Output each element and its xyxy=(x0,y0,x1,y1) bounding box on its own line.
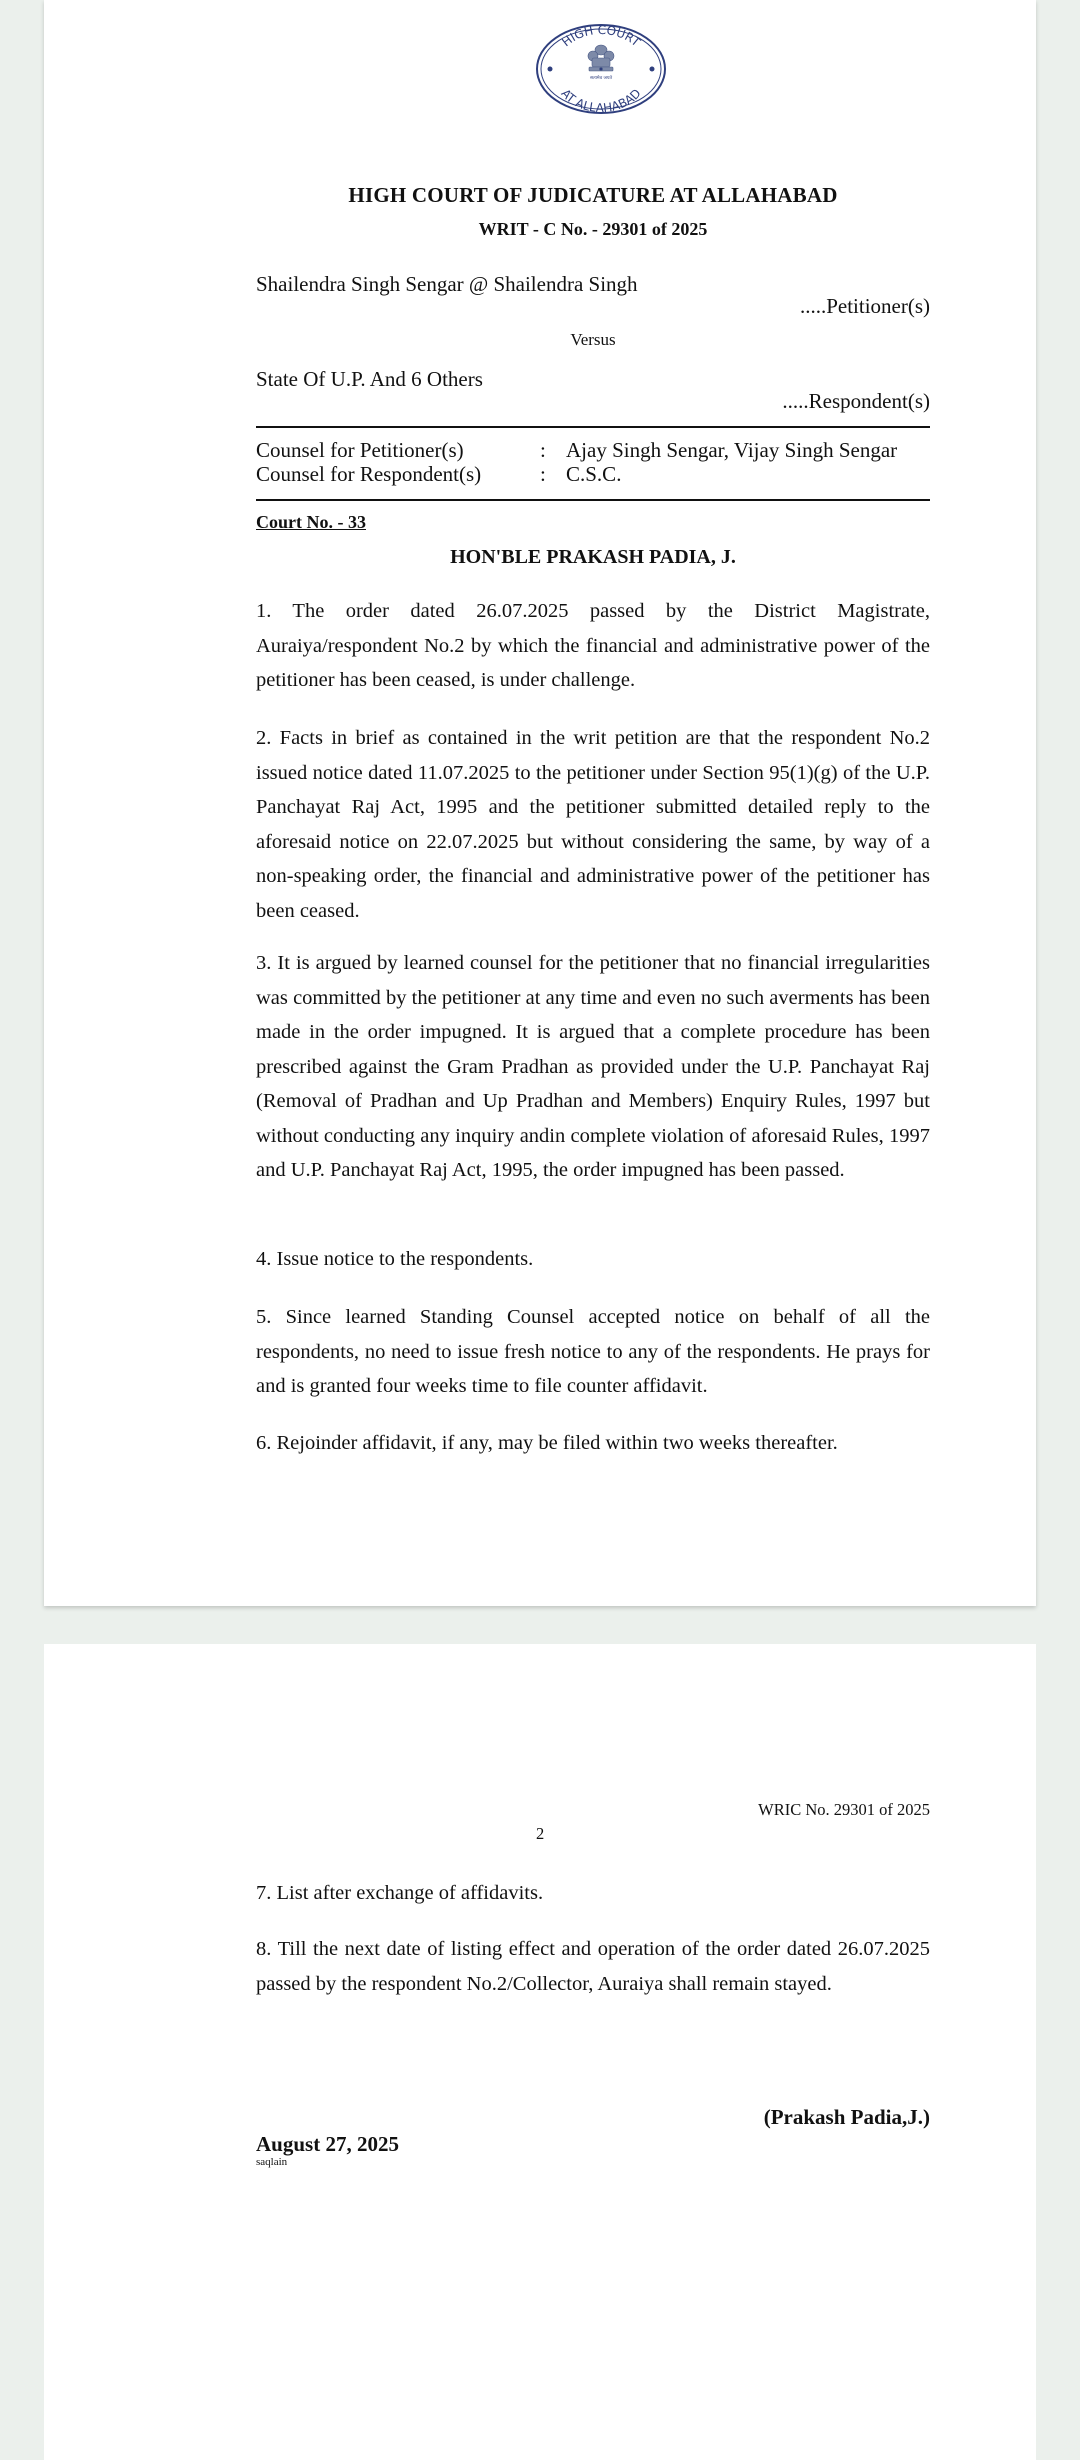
divider-bottom xyxy=(256,499,930,501)
respondent-counsel-row xyxy=(256,462,930,488)
paragraph-4: 4. Issue notice to the respondents. xyxy=(256,1248,534,1270)
respondent-counsel-value: C.S.C. xyxy=(566,462,622,486)
judge-name: HON'BLE PRAKASH PADIA, J. xyxy=(450,546,736,568)
petitioner-role: .....Petitioner(s) xyxy=(799,294,930,318)
petitioner-counsel-row xyxy=(256,438,930,464)
paragraph-7: 7. List after exchange of affidavits. xyxy=(256,1882,544,1904)
court-number: Court No. - 33 xyxy=(256,512,366,532)
paragraph-6: 6. Rejoinder affidavit, if any, may be filed within two weeks thereafter. xyxy=(256,1432,838,1454)
case-number: WRIT - C No. - 29301 of 2025 xyxy=(478,219,708,239)
petitioner-name: Shailendra Singh Sengar @ Shailendra Singh xyxy=(256,272,638,296)
paragraph-5: 5. Since learned Standing Counsel accepted notice on behalf of all the respondents, no need to issue fresh notice to any of the respondents. He prays for and is granted four weeks time to file counter affidavit. xyxy=(256,1306,930,1397)
divider-top xyxy=(256,426,930,428)
respondent-name: State Of U.P. And 6 Others xyxy=(256,367,483,391)
court-name-heading: HIGH COURT OF JUDICATURE AT ALLAHABAD xyxy=(348,183,838,207)
petitioner-counsel-value: Ajay Singh Sengar, Vijay Singh Sengar xyxy=(566,438,898,462)
paragraph-3: 3. It is argued by learned counsel for the petitioner that no financial irregularities was committed by the petitioner at any time and even no such averments has been made in the order impugned. It is argued that a complete procedure has been prescribed against the Gram Pradhan as provided under the U.P. Panchayat Raj (Removal of Pradhan and Up Pradhan and Members) Enquiry Rules, 1997 but without conducting any inquiry andin complete violation of aforesaid Rules, 1997 and U.P. Panchayat Raj Act, 1995, the order impugned has been passed. xyxy=(256,952,930,1181)
versus-label: Versus xyxy=(570,330,616,349)
page-number: 2 xyxy=(536,1824,545,1843)
paragraph-2: 2. Facts in brief as contained in the writ petition are that the respondent No.2 issued notice dated 11.07.2025 to the petitioner under Section 95(1)(g) of the U.P. Panchayat Raj Act, 1995 and the petitioner submitted detailed reply to the aforesaid notice on 22.07.2025 but without considering the same, by way of a non-speaking order, the financial and administrative power of the petitioner has been ceased. xyxy=(256,727,930,922)
seal-text-bottom: AT ALLAHABAD xyxy=(558,86,644,116)
seal-motto: सत्यमेव जयते xyxy=(589,76,613,81)
seal-text-top: HIGH COURT xyxy=(559,22,643,50)
paragraph-8: 8. Till the next date of listing effect and operation of the order dated 26.07.2025 passed by the respondent No.2/Collector, Auraiya shall remain stayed. xyxy=(256,1938,930,1995)
document-page-1 xyxy=(44,0,1036,1606)
document-page-2 xyxy=(44,1644,1036,2460)
order-date: August 27, 2025 xyxy=(256,2132,399,2156)
respondent-role: .....Respondent(s) xyxy=(782,389,930,413)
counsel-separator: : xyxy=(540,438,546,462)
paragraph-1: 1. The order dated 26.07.2025 passed by the District Magistrate, Auraiya/respondent No.2 by which the financial and administrative power of the petitioner has been ceased, is under challenge. xyxy=(256,600,930,691)
petitioner-counsel-label: Counsel for Petitioner(s) xyxy=(256,438,464,462)
judge-signature: (Prakash Padia,J.) xyxy=(763,2105,930,2129)
running-header: WRIC No. 29301 of 2025 xyxy=(758,1800,930,1819)
respondent-counsel-label: Counsel for Respondent(s) xyxy=(256,462,482,486)
counsel-separator: : xyxy=(540,462,546,486)
stenographer-initials: saqlain xyxy=(256,2156,288,2168)
